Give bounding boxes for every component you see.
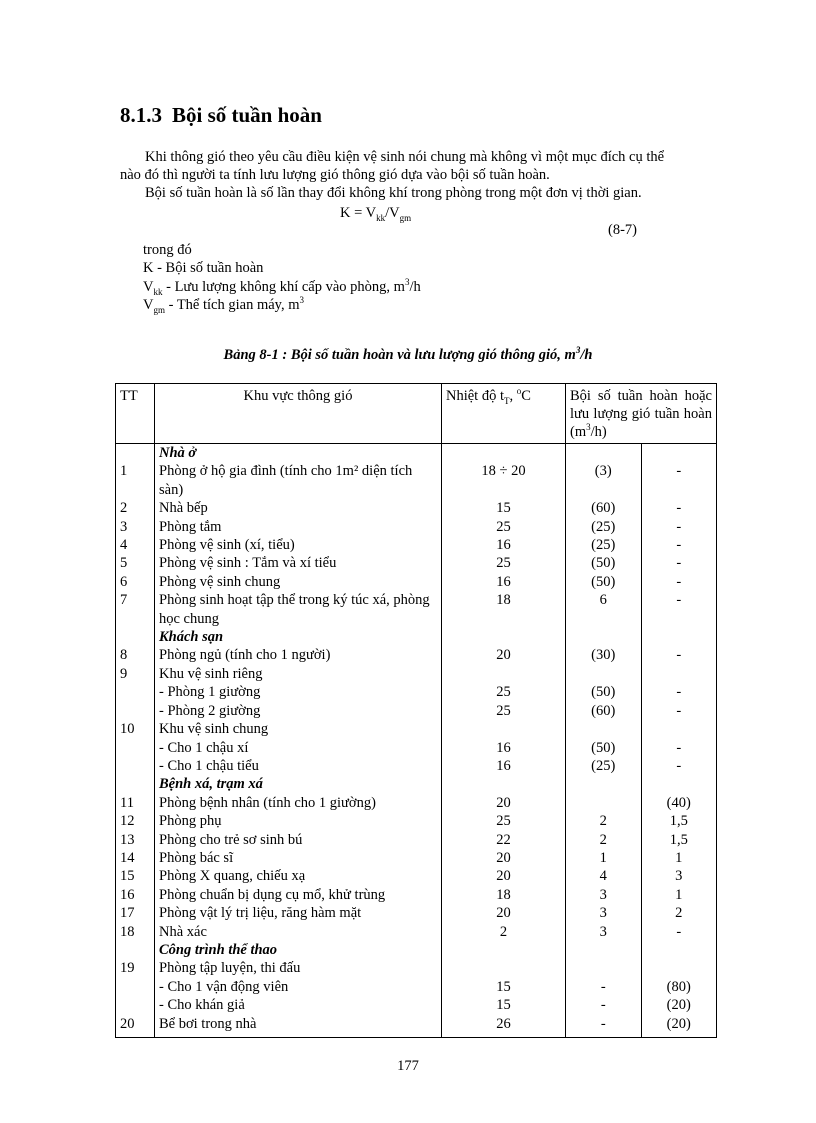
cell-rate-b: 3	[641, 867, 717, 885]
cell-area: Phòng tắm	[155, 518, 442, 536]
table-row	[116, 573, 717, 591]
cell-temp	[442, 444, 566, 463]
formula-sub-kk: kk	[376, 212, 386, 223]
cell-rate-a: (50)	[566, 554, 642, 572]
ventilation-table	[115, 383, 717, 1038]
section-number: 8.1.3	[120, 103, 162, 127]
cell-temp: 18 ÷ 20	[442, 462, 566, 499]
cell-tt: 2	[116, 499, 155, 517]
cell-area: Công trình thể thao	[155, 941, 442, 959]
cell-rate-a: -	[566, 996, 642, 1014]
cell-area: - Phòng 1 giường	[155, 683, 442, 701]
cell-tt	[116, 739, 155, 757]
formula	[340, 205, 411, 222]
cell-tt: 18	[116, 923, 155, 941]
cell-temp: 15	[442, 499, 566, 517]
cell-area: - Cho 1 chậu tiểu	[155, 757, 442, 775]
cell-tt	[116, 683, 155, 701]
page-number: 177	[397, 1058, 419, 1074]
cell-temp: 18	[442, 591, 566, 628]
cell-rate-b	[641, 941, 717, 959]
cell-rate-a: 4	[566, 867, 642, 885]
table-row	[116, 757, 717, 775]
cell-area: Khu vệ sinh chung	[155, 720, 442, 738]
cell-rate-a: (3)	[566, 462, 642, 499]
cell-rate-a: 3	[566, 886, 642, 904]
intro-line-1: Khi thông gió theo yêu cầu điều kiện vệ sinh nói chung mà không vì một mục đích cụ thể	[145, 149, 665, 165]
cell-rate-b: -	[641, 702, 717, 720]
table-row	[116, 665, 717, 683]
cell-rate-a: (60)	[566, 702, 642, 720]
cell-temp: 16	[442, 536, 566, 554]
cell-temp	[442, 941, 566, 959]
cell-rate-a	[566, 794, 642, 812]
cell-area: Phòng vệ sinh : Tắm và xí tiểu	[155, 554, 442, 572]
table-row	[116, 462, 717, 499]
table-row	[116, 646, 717, 664]
table-section-row	[116, 941, 717, 959]
cell-temp: 16	[442, 573, 566, 591]
intro-line-3: Bội số tuần hoàn là số lần thay đổi không khí trong phòng trong một đơn vị thời gian.	[145, 185, 642, 201]
cell-rate-a	[566, 628, 642, 646]
cell-rate-a: 3	[566, 904, 642, 922]
cell-temp: 18	[442, 886, 566, 904]
section-title: Bội số tuần hoàn	[172, 103, 322, 127]
cell-tt: 5	[116, 554, 155, 572]
table-row	[116, 996, 717, 1014]
cell-temp	[442, 959, 566, 977]
cell-rate-a: -	[566, 1015, 642, 1038]
cell-rate-a: 2	[566, 831, 642, 849]
cell-rate-b: -	[641, 683, 717, 701]
cell-rate-a	[566, 959, 642, 977]
cell-rate-a	[566, 444, 642, 463]
section-heading	[120, 103, 322, 128]
cell-rate-b: 1	[641, 886, 717, 904]
cell-rate-b: 2	[641, 904, 717, 922]
cell-rate-b	[641, 959, 717, 977]
cell-rate-b: (20)	[641, 1015, 717, 1038]
cell-rate-b: -	[641, 591, 717, 628]
cell-rate-b: -	[641, 923, 717, 941]
cell-tt: 13	[116, 831, 155, 849]
cell-rate-b: (80)	[641, 978, 717, 996]
cell-tt	[116, 978, 155, 996]
cell-area: - Cho 1 vận động viên	[155, 978, 442, 996]
cell-tt: 3	[116, 518, 155, 536]
cell-rate-a: 3	[566, 923, 642, 941]
cell-rate-b	[641, 444, 717, 463]
table-row	[116, 886, 717, 904]
cell-rate-b: -	[641, 462, 717, 499]
cell-rate-b: -	[641, 536, 717, 554]
cell-area: Phòng sinh hoạt tập thể trong ký túc xá, phòng học chung	[155, 591, 442, 628]
cell-temp	[442, 665, 566, 683]
cell-temp: 16	[442, 739, 566, 757]
cell-tt: 17	[116, 904, 155, 922]
def-vkk: $V_{kk}$ - Lưu lượng không khí cấp vào phòng, $m^3/h$	[143, 277, 421, 297]
cell-tt: 12	[116, 812, 155, 830]
cell-area: Phòng bệnh nhân (tính cho 1 giường)	[155, 794, 442, 812]
cell-rate-b	[641, 720, 717, 738]
cell-tt: 10	[116, 720, 155, 738]
cell-tt	[116, 444, 155, 463]
cell-area: Nhà ở	[155, 444, 442, 463]
table-row	[116, 959, 717, 977]
cell-rate-b: -	[641, 554, 717, 572]
table-row	[116, 923, 717, 941]
table-row	[116, 720, 717, 738]
cell-tt	[116, 996, 155, 1014]
cell-tt: 8	[116, 646, 155, 664]
cell-area: - Phòng 2 giường	[155, 702, 442, 720]
cell-temp: 25	[442, 812, 566, 830]
cell-rate-b: 1,5	[641, 812, 717, 830]
cell-tt: 15	[116, 867, 155, 885]
cell-tt: 4	[116, 536, 155, 554]
cell-rate-b	[641, 665, 717, 683]
cell-rate-a: (50)	[566, 739, 642, 757]
table-section-row	[116, 628, 717, 646]
cell-rate-b: -	[641, 518, 717, 536]
cell-tt: 1	[116, 462, 155, 499]
cell-temp: 15	[442, 978, 566, 996]
cell-rate-a: (60)	[566, 499, 642, 517]
cell-area: Phòng tập luyện, thi đấu	[155, 959, 442, 977]
table-row	[116, 794, 717, 812]
equation-number: (8-7)	[608, 222, 637, 238]
cell-temp	[442, 775, 566, 793]
cell-tt: 9	[116, 665, 155, 683]
intro-line-2: nào đó thì người ta tính lưu lượng gió thông gió dựa vào bội số tuần hoàn.	[120, 167, 550, 183]
cell-tt: 7	[116, 591, 155, 628]
cell-tt: 6	[116, 573, 155, 591]
cell-rate-a	[566, 720, 642, 738]
cell-temp: 15	[442, 996, 566, 1014]
cell-area: Bệnh xá, trạm xá	[155, 775, 442, 793]
cell-area: Khu vệ sinh riêng	[155, 665, 442, 683]
cell-tt: 19	[116, 959, 155, 977]
table-row	[116, 812, 717, 830]
cell-rate-b: -	[641, 739, 717, 757]
cell-temp	[442, 628, 566, 646]
cell-area: Phòng vật lý trị liệu, răng hàm mặt	[155, 904, 442, 922]
cell-area: Phòng bác sĩ	[155, 849, 442, 867]
cell-tt	[116, 775, 155, 793]
cell-tt: 14	[116, 849, 155, 867]
cell-area: Khách sạn	[155, 628, 442, 646]
table-row	[116, 849, 717, 867]
table-row	[116, 683, 717, 701]
cell-tt: 11	[116, 794, 155, 812]
table-row	[116, 518, 717, 536]
cell-temp: 25	[442, 683, 566, 701]
cell-area: Bể bơi trong nhà	[155, 1015, 442, 1038]
header-rate: Bội số tuần hoàn hoặc lưu lượng gió tuần hoàn $(m^3/h)$	[566, 384, 717, 444]
cell-temp: 25	[442, 554, 566, 572]
cell-temp: 22	[442, 831, 566, 849]
table-header-row	[116, 384, 717, 444]
cell-tt	[116, 702, 155, 720]
cell-rate-b: -	[641, 646, 717, 664]
cell-rate-b: -	[641, 499, 717, 517]
cell-area: - Cho 1 chậu xí	[155, 739, 442, 757]
cell-tt	[116, 941, 155, 959]
table-row	[116, 739, 717, 757]
cell-rate-b: (20)	[641, 996, 717, 1014]
cell-area: Phòng chuẩn bị dụng cụ mổ, khử trùng	[155, 886, 442, 904]
cell-temp: 20	[442, 867, 566, 885]
table-section-row	[116, 444, 717, 463]
cell-rate-b: 1	[641, 849, 717, 867]
cell-rate-a	[566, 665, 642, 683]
cell-rate-a	[566, 775, 642, 793]
cell-area: Phòng ngủ (tính cho 1 người)	[155, 646, 442, 664]
cell-temp: 16	[442, 757, 566, 775]
cell-temp: 20	[442, 849, 566, 867]
cell-rate-a: 2	[566, 812, 642, 830]
cell-tt: 16	[116, 886, 155, 904]
formula-lhs: K = V	[340, 205, 377, 221]
cell-temp: 25	[442, 518, 566, 536]
table-row	[116, 536, 717, 554]
cell-rate-a: (50)	[566, 683, 642, 701]
table-row	[116, 1015, 717, 1038]
table-section-row	[116, 775, 717, 793]
cell-temp: 20	[442, 904, 566, 922]
table-row	[116, 499, 717, 517]
cell-rate-a: (50)	[566, 573, 642, 591]
cell-area: Phòng X quang, chiếu xạ	[155, 867, 442, 885]
cell-rate-a	[566, 941, 642, 959]
cell-area: Nhà bếp	[155, 499, 442, 517]
cell-temp: 20	[442, 794, 566, 812]
header-temperature: Nhiệt độ $t_T$, $^o$C	[442, 384, 566, 444]
table-row	[116, 978, 717, 996]
cell-rate-b	[641, 775, 717, 793]
cell-rate-b: -	[641, 757, 717, 775]
cell-temp: 25	[442, 702, 566, 720]
cell-area: - Cho khán giả	[155, 996, 442, 1014]
cell-temp: 2	[442, 923, 566, 941]
formula-mid: /V	[385, 205, 400, 221]
cell-rate-a: (25)	[566, 536, 642, 554]
cell-tt	[116, 757, 155, 775]
cell-rate-b: -	[641, 573, 717, 591]
cell-rate-a: (25)	[566, 518, 642, 536]
cell-rate-a: 1	[566, 849, 642, 867]
def-vgm: $V_{gm}$ - Thể tích gian máy, $m^3$	[143, 295, 304, 315]
cell-rate-b	[641, 628, 717, 646]
table-row	[116, 702, 717, 720]
header-tt: TT	[116, 384, 155, 444]
cell-area: Phòng vệ sinh (xí, tiểu)	[155, 536, 442, 554]
cell-rate-a: -	[566, 978, 642, 996]
table-row	[116, 554, 717, 572]
cell-area: Nhà xác	[155, 923, 442, 941]
cell-rate-a: (25)	[566, 757, 642, 775]
def-k: K - Bội số tuần hoàn	[143, 260, 264, 276]
table-caption: Bảng 8-1 : Bội số tuần hoàn và lưu lượng gió thông gió, $m^3/h$	[223, 345, 593, 363]
cell-area: Phòng vệ sinh chung	[155, 573, 442, 591]
table-row	[116, 904, 717, 922]
cell-temp	[442, 720, 566, 738]
cell-rate-a: 6	[566, 591, 642, 628]
cell-tt: 20	[116, 1015, 155, 1038]
cell-area: Phòng phụ	[155, 812, 442, 830]
cell-rate-b: (40)	[641, 794, 717, 812]
cell-area: Phòng ở hộ gia đình (tính cho 1m² diện tích sàn)	[155, 462, 442, 499]
table-row	[116, 591, 717, 628]
header-area: Khu vực thông gió	[155, 384, 442, 444]
cell-rate-b: 1,5	[641, 831, 717, 849]
cell-tt	[116, 628, 155, 646]
table-row	[116, 831, 717, 849]
formula-sub-gm: gm	[399, 212, 412, 223]
cell-temp: 20	[442, 646, 566, 664]
table-row	[116, 867, 717, 885]
cell-temp: 26	[442, 1015, 566, 1038]
where-label: trong đó	[143, 242, 192, 258]
cell-area: Phòng cho trẻ sơ sinh bú	[155, 831, 442, 849]
cell-rate-a: (30)	[566, 646, 642, 664]
